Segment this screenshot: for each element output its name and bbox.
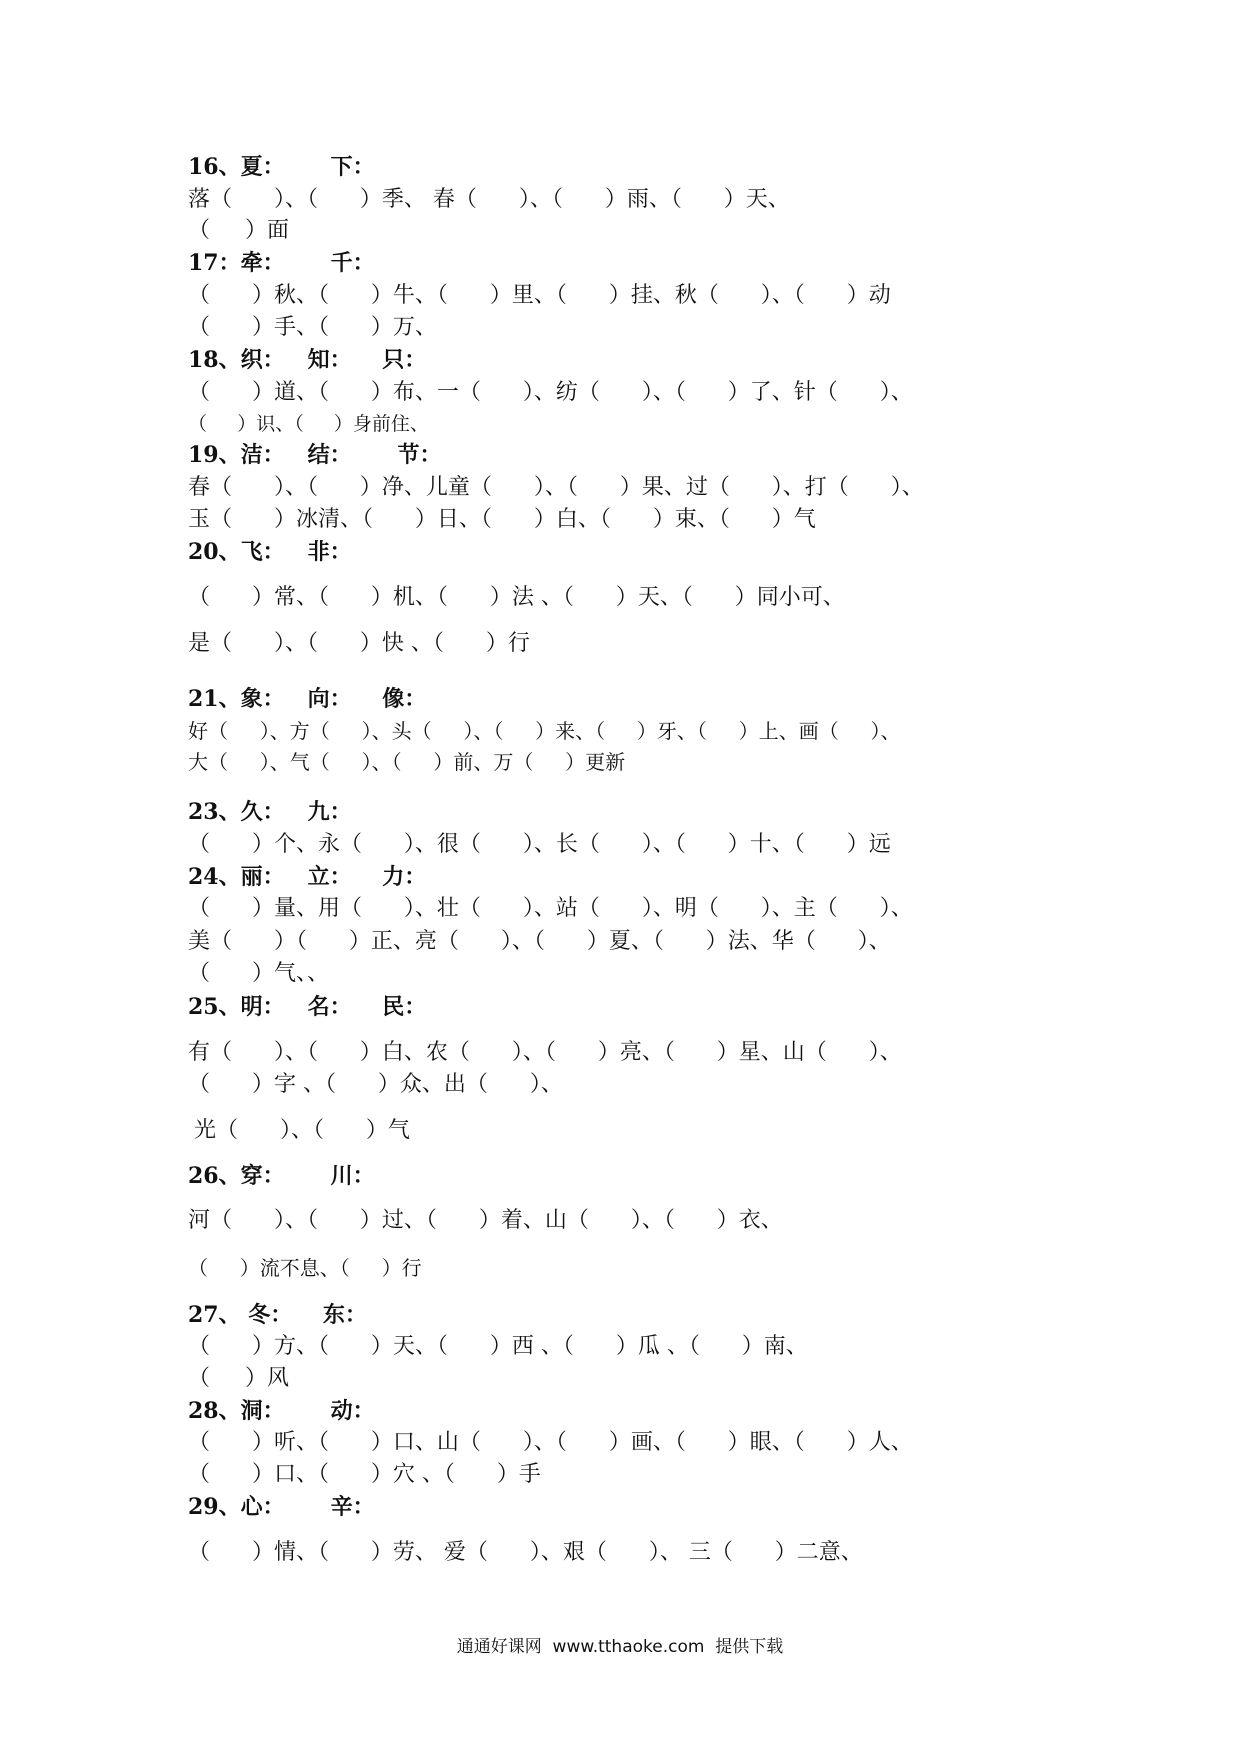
exercise-line: （ ）秋、（ ）牛、（ ）里、（ ）挂、秋（ ）、（ ）动 <box>188 283 891 308</box>
exercise-line: 大（ ）、气（ ）、（ ）前、万（ ）更新 <box>188 750 626 774</box>
exercise-heading: 20、飞： 非： <box>188 539 352 565</box>
exercise-heading: 29、心： 辛： <box>188 1494 375 1520</box>
exercise-heading: 25、明： 名： 民： <box>188 994 427 1020</box>
exercise-line: （ ）流不息、（ ）行 <box>188 1256 422 1280</box>
exercise-line: （ ）口、（ ）穴 、（ ）手 <box>188 1462 541 1487</box>
exercise-line: 美（ ）（ ）正、亮（ ）、（ ）夏、（ ）法、华（ ）、 <box>188 929 891 954</box>
exercise-line: （ ）情、（ ）劳、 爱（ ）、艰（ ）、 三（ ）二意、 <box>188 1540 863 1565</box>
exercise-line: （ ）个、永（ ）、很（ ）、长（ ）、（ ）十、（ ）远 <box>188 832 891 857</box>
exercise-heading: 24、丽： 立： 力： <box>188 864 427 890</box>
exercise-line: 有（ ）、（ ）白、农（ ）、（ ）亮、（ ）星、山（ ）、 <box>188 1040 902 1065</box>
exercise-line: （ ）气、、 <box>188 961 329 986</box>
exercise-heading: 27、 冬： 东： <box>188 1302 367 1328</box>
exercise-heading: 19、洁： 结： 节： <box>188 442 442 468</box>
exercise-line: （ ）量、用（ ）、壮（ ）、站（ ）、明（ ）、主（ ）、 <box>188 896 913 921</box>
exercise-line: （ ）方、（ ）天、（ ）西 、（ ）瓜 、（ ）南、 <box>188 1334 808 1359</box>
exercise-line: （ ）手、（ ）万、 <box>188 315 437 340</box>
exercise-line: 春（ ）、（ ）净、儿童（ ）、（ ）果、过（ ）、打（ ）、 <box>188 475 924 500</box>
exercise-heading: 16、夏： 下： <box>188 154 375 180</box>
exercise-line: 光（ ）、（ ）气 <box>194 1118 410 1143</box>
exercise-heading: 17：牵： 千： <box>188 250 375 276</box>
exercise-line: 河（ ）、（ ）过、（ ）着、山（ ）、（ ）衣、 <box>188 1208 783 1233</box>
exercise-line: （ ）识、（ ）身前住、 <box>188 413 429 435</box>
exercise-line: （ ）风 <box>188 1366 289 1391</box>
exercise-line: （ ）常、（ ）机、（ ）法 、（ ）天、（ ）同小可、 <box>188 585 845 610</box>
exercise-line: 好（ ）、方（ ）、头（ ）、（ ）来、（ ）牙、（ ）上、画（ ）、 <box>188 719 901 743</box>
exercise-line: 玉（ ）冰清、（ ）日、（ ）白、（ ）束、（ ）气 <box>188 507 816 532</box>
exercise-line: （ ）听、（ ）口、山（ ）、（ ）画、（ ）眼、（ ）人、 <box>188 1430 913 1455</box>
exercise-heading: 28、洞： 动： <box>188 1398 375 1424</box>
exercise-line: （ ）字 、（ ）众、出（ ）、 <box>188 1072 563 1097</box>
exercise-line: 是（ ）、（ ）快 、（ ）行 <box>188 631 530 656</box>
page-footer: 通通好课网 www.tthaoke.com 提供下载 <box>456 1637 784 1657</box>
exercise-heading: 26、穿： 川： <box>188 1163 375 1189</box>
exercise-heading: 21、象： 向： 像： <box>188 686 427 712</box>
exercise-line: （ ）道、（ ）布、一（ ）、纺（ ）、（ ）了、针（ ）、 <box>188 380 913 405</box>
exercise-heading: 18、织： 知： 只： <box>188 347 427 373</box>
exercise-line: （ ）面 <box>188 218 289 243</box>
exercise-line: 落（ ）、（ ）季、 春（ ）、（ ）雨、（ ）天、 <box>188 187 790 212</box>
exercise-heading: 23、久： 九： <box>188 799 352 825</box>
